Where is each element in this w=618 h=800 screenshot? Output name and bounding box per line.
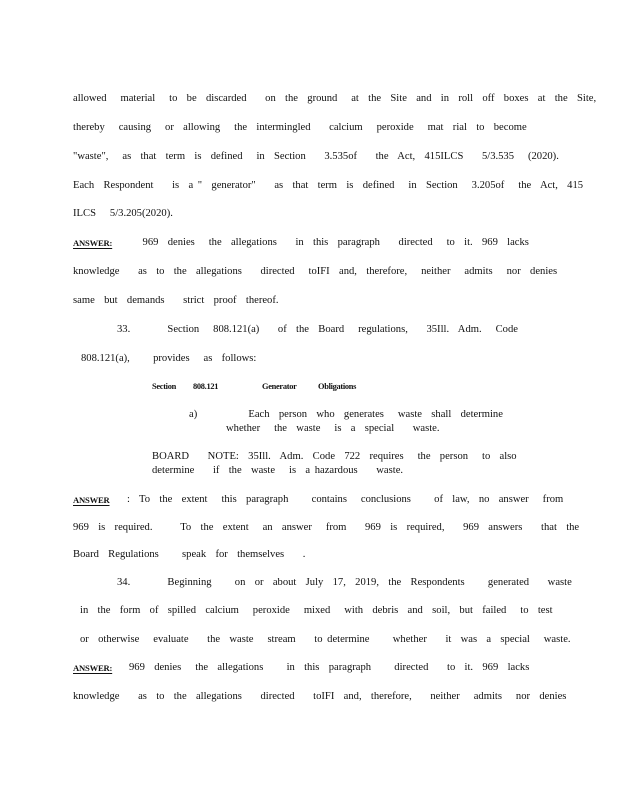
text-line: "waste", as that term is defined in Section 3.535of the Act, 415ILCS 5/3.535 (2020). [73, 151, 559, 162]
answer-label: ANSWER: [73, 238, 113, 248]
text-line: allowed material to be discarded on the ground at the Site and in roll off boxes at the Site, [73, 93, 597, 104]
section-header-number: 808.121 [193, 382, 219, 391]
text-line: knowledge as to the allegations directed toIFI and, therefore, neither admits nor denies [73, 691, 567, 702]
paragraph-34-line: 34. Beginning on or about July 17, 2019, the Respondents generated waste [117, 577, 572, 588]
section-header-label: Section [152, 382, 176, 391]
section-header-title: Generator [262, 382, 297, 391]
answer-label: ANSWER [73, 495, 110, 505]
text-line: or otherwise evaluate the waste stream to determine whether it was a special waste. [80, 634, 571, 645]
section-header-title: Obligations [318, 382, 357, 391]
text-line: 808.121(a), provides as follows: [81, 353, 257, 364]
text-line: Each Respondent is a " generator" as that term is defined in Section 3.205of the Act, 415 [73, 180, 584, 191]
text-line: : To the extent this paragraph contains conclusions of law, no answer from [127, 494, 564, 505]
text-line: Board Regulations speak for themselves . [73, 549, 306, 560]
text-line: 969 is required. To the extent an answer from 969 is required, 969 answers that the [73, 522, 580, 533]
text-line: knowledge as to the allegations directed toIFI and, therefore, neither admits nor denies [73, 266, 558, 277]
board-note-line: BOARD NOTE: 35Ill. Adm. Code 722 requires the person to also [152, 451, 517, 462]
text-line: ILCS 5/3.205(2020). [73, 208, 173, 219]
text-line: thereby causing or allowing the intermingled calcium peroxide mat rial to become [73, 122, 527, 133]
paragraph-33-line: 33. Section 808.121(a) of the Board regulations, 35Ill. Adm. Code [117, 324, 518, 335]
text-line: same but demands strict proof thereof. [73, 295, 279, 306]
quoted-rule-line: a) Each person who generates waste shall determine [189, 409, 503, 420]
text-line: 969 denies the allegations in this paragraph directed to it. 969 lacks [129, 662, 530, 673]
quoted-rule-line: whether the waste is a special waste. [226, 423, 440, 434]
text-line: 969 denies the allegations in this paragraph directed to it. 969 lacks [110, 237, 529, 248]
answer-label: ANSWER: [73, 663, 113, 673]
board-note-line: determine if the waste is a hazardous waste. [152, 465, 404, 476]
text-line: in the form of spilled calcium peroxide mixed with debris and soil, but failed to test [80, 605, 553, 616]
